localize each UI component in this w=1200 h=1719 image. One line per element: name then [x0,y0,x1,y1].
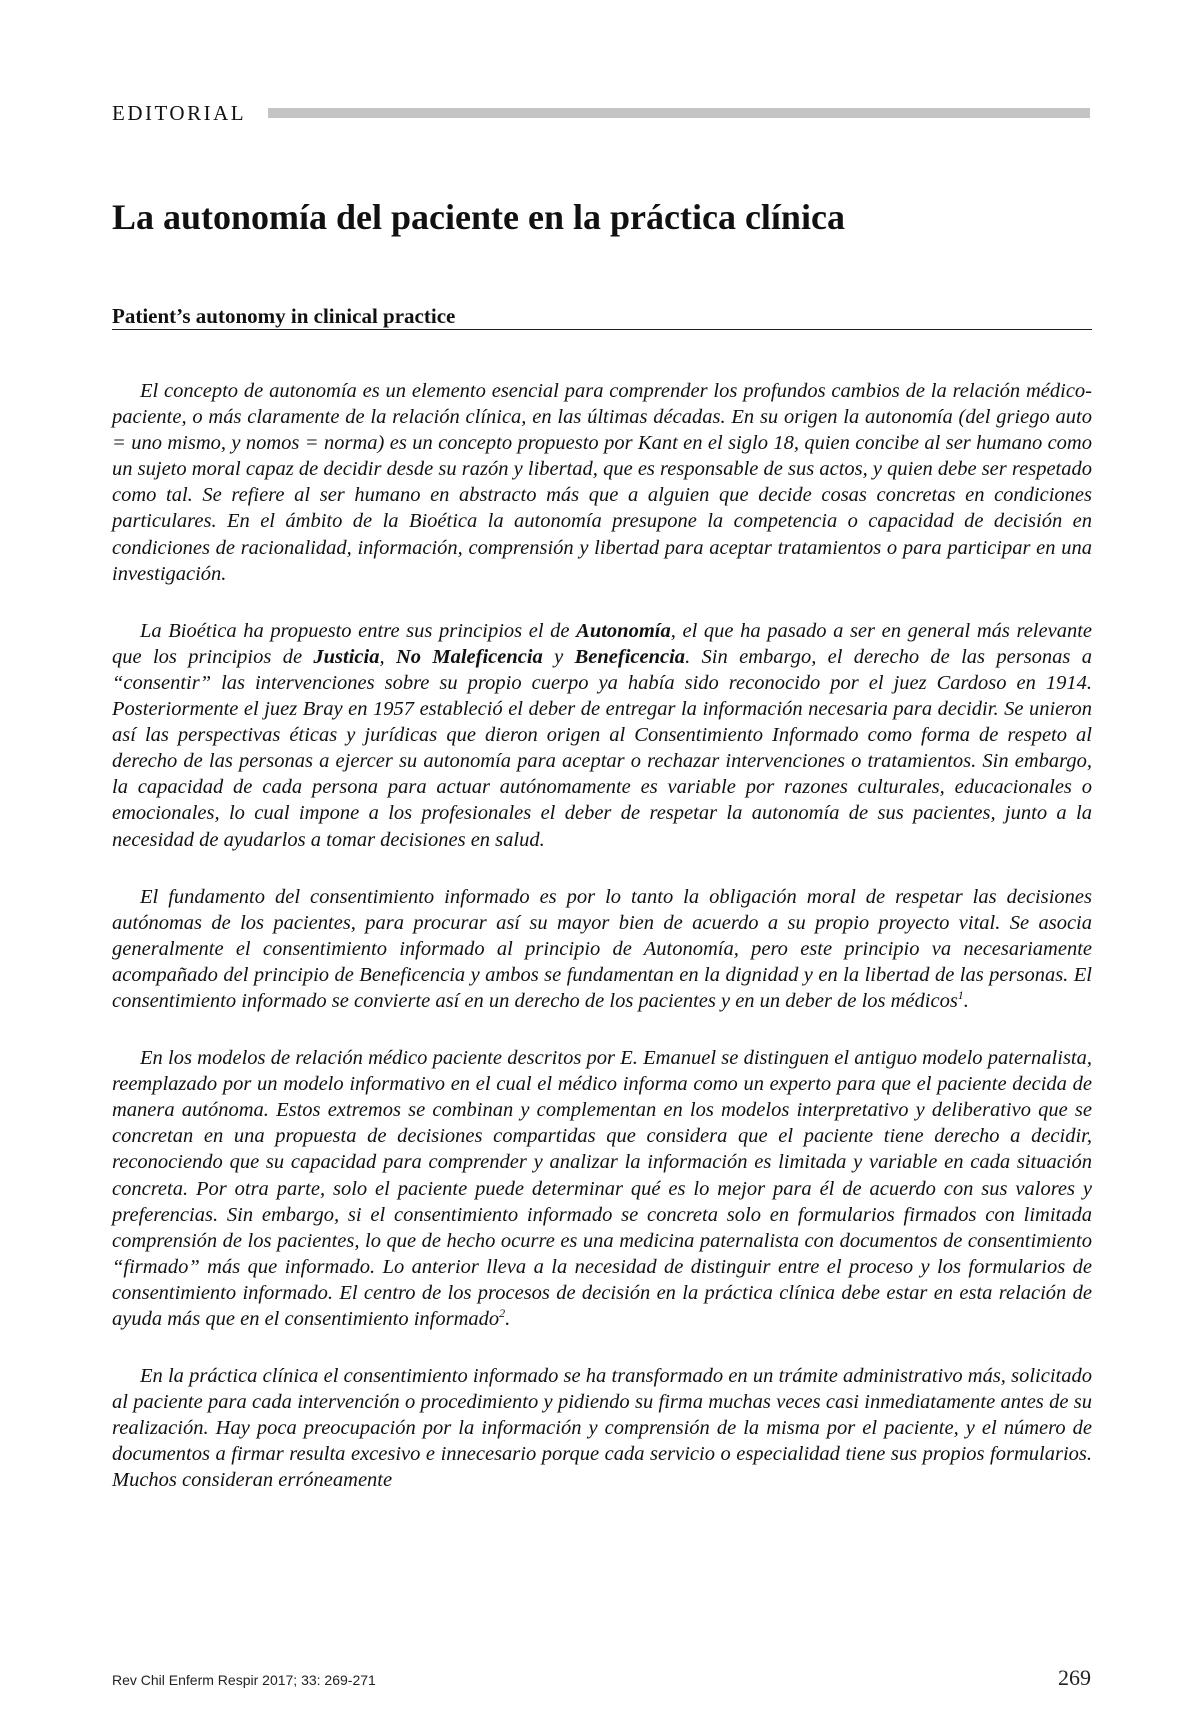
paragraph-text: En los modelos de relación médico paciente descritos por E. Emanuel se distinguen el antiguo modelo paternalista, reemplazado por un modelo informativo en el cual el médico informa como un experto para que el paciente decida de manera autónoma. Estos extremos se combinan y complementan en los modelos interpretativo y deliberativo que se concretan en una propuesta de decisiones compartidas que considera que el paciente tiene derecho a decidir, reconociendo que su capacidad para comprender y analizar la información es limitada y variable en cada situación concreta. Por otra parte, solo el paciente puede determinar qué es lo mejor para él de acuerdo con sus valores y preferencias. Sin embargo, si el consentimiento informado se concreta solo en formularios firmados con limitada comprensión de los pacientes, lo que de hecho ocurre es una medicina paternalista con documentos de consentimiento “firmado” más que informado. Lo anterior lleva a la necesidad de distinguir entre el proceso y los formularios de consentimiento informado. El centro de los procesos de decisión en la práctica clínica debe estar en esta relación de ayuda más que en el consentimiento informado [112,1047,1092,1330]
paragraph-text: , el que ha pasado a ser en general más relevante que los principios de [112,619,1092,668]
article-body [112,378,1092,1525]
paragraph-text: . [963,989,969,1012]
term-autonomia: Autonomía [576,619,671,642]
section-label: EDITORIAL [112,101,247,125]
reference-2: 2 [499,1306,506,1321]
paragraph-1 [112,378,1092,587]
article-subtitle: Patient’s autonomy in clinical practice [112,304,456,328]
section-header-bar [268,108,1090,118]
paragraph-text: . [505,1308,511,1330]
reference-1: 1 [957,988,964,1003]
page-number: 269 [1058,1665,1091,1690]
term-beneficencia: Beneficencia [574,645,686,668]
term-no-maleficencia: No Maleficencia [395,645,543,668]
paragraph-5 [112,1363,1092,1493]
paragraph-4 [112,1045,1092,1332]
paragraph-text: La Bioética ha propuesto entre sus principios el de [140,619,577,642]
paragraph-text: El fundamento del consentimiento informado es por lo tanto la obligación moral de respetar las decisiones autónomas de los pacientes, para procurar así su mayor bien de acuerdo a su propio proyecto vital. Se asocia generalmente el consentimiento informado al principio de Autonomía, pero este principio va necesariamente acompañado del principio de Beneficencia y ambos se fundamentan en la dignidad y en la libertad de las personas. El consentimiento informado se convierte así en un derecho de los pacientes y en un deber de los médicos [112,885,1092,1012]
paragraph-text: . Sin embargo, el derecho de las personas a “consentir” las intervenciones sobre su propio cuerpo ya había sido reconocido por el juez Cardoso en 1914. Posteriormente el juez Bray en 1957 estableció el deber de entregar la información necesaria para decidir. Se unieron así las perspectivas éticas y jurídicas que dieron origen al Consentimiento Informado como forma de respeto al derecho de las personas a ejercer su autonomía para aceptar o rechazar intervenciones o tratamientos. Sin embargo, la capacidad de cada persona para actuar autónomamente es variable por razones culturales, educacionales o emocionales, lo cual impone a los profesionales el deber de respetar la autonomía de sus pacientes, junto a la necesidad de ayudarlos a tomar decisiones en salud. [112,645,1093,851]
paragraph-text: El concepto de autonomía es un elemento esencial para comprender los profundos cambios de la relación médico-paciente, o más claramente de la relación clínica, en las últimas décadas. En su origen la autonomía (del griego auto = uno mismo, y nomos = norma) es un concepto propuesto por Kant en el siglo 18, quien concibe al ser humano como un sujeto moral capaz de decidir desde su razón y libertad, que es responsable de sus actos, y quien debe ser respetado como tal. Se refiere al ser humano en abstracto más que a alguien que decide cosas concretas en condiciones particulares. En el ámbito de la Bioética la autonomía presupone la competencia o capacidad de decisión en condiciones de racionalidad, información, comprensión y libertad para aceptar tratamientos o para participar en una investigación. [112,380,1092,585]
subtitle-rule [112,329,1092,330]
paragraph-text: En la práctica clínica el consentimiento informado se ha transformado en un trámite administrativo más, solicitado al paciente para cada intervención o procedimiento y pidiendo su firma muchas veces casi inmediatamente antes de su realización. Hay poca preocupación por la información y comprensión de la misma por el paciente, y el número de documentos a firmar resulta excesivo e innecesario porque cada servicio o especialidad tiene sus propios formularios. Muchos consideran erróneamente [112,1365,1092,1492]
paragraph-3 [112,884,1092,1014]
paragraph-text: y [542,645,575,668]
term-justicia: Justicia [313,645,380,668]
article-title: La autonomía del paciente en la práctica clínica [112,197,845,237]
paragraph-text: , [379,645,396,668]
journal-citation: Rev Chil Enferm Respir 2017; 33: 269-271 [112,1672,376,1688]
paragraph-2 [112,618,1092,853]
